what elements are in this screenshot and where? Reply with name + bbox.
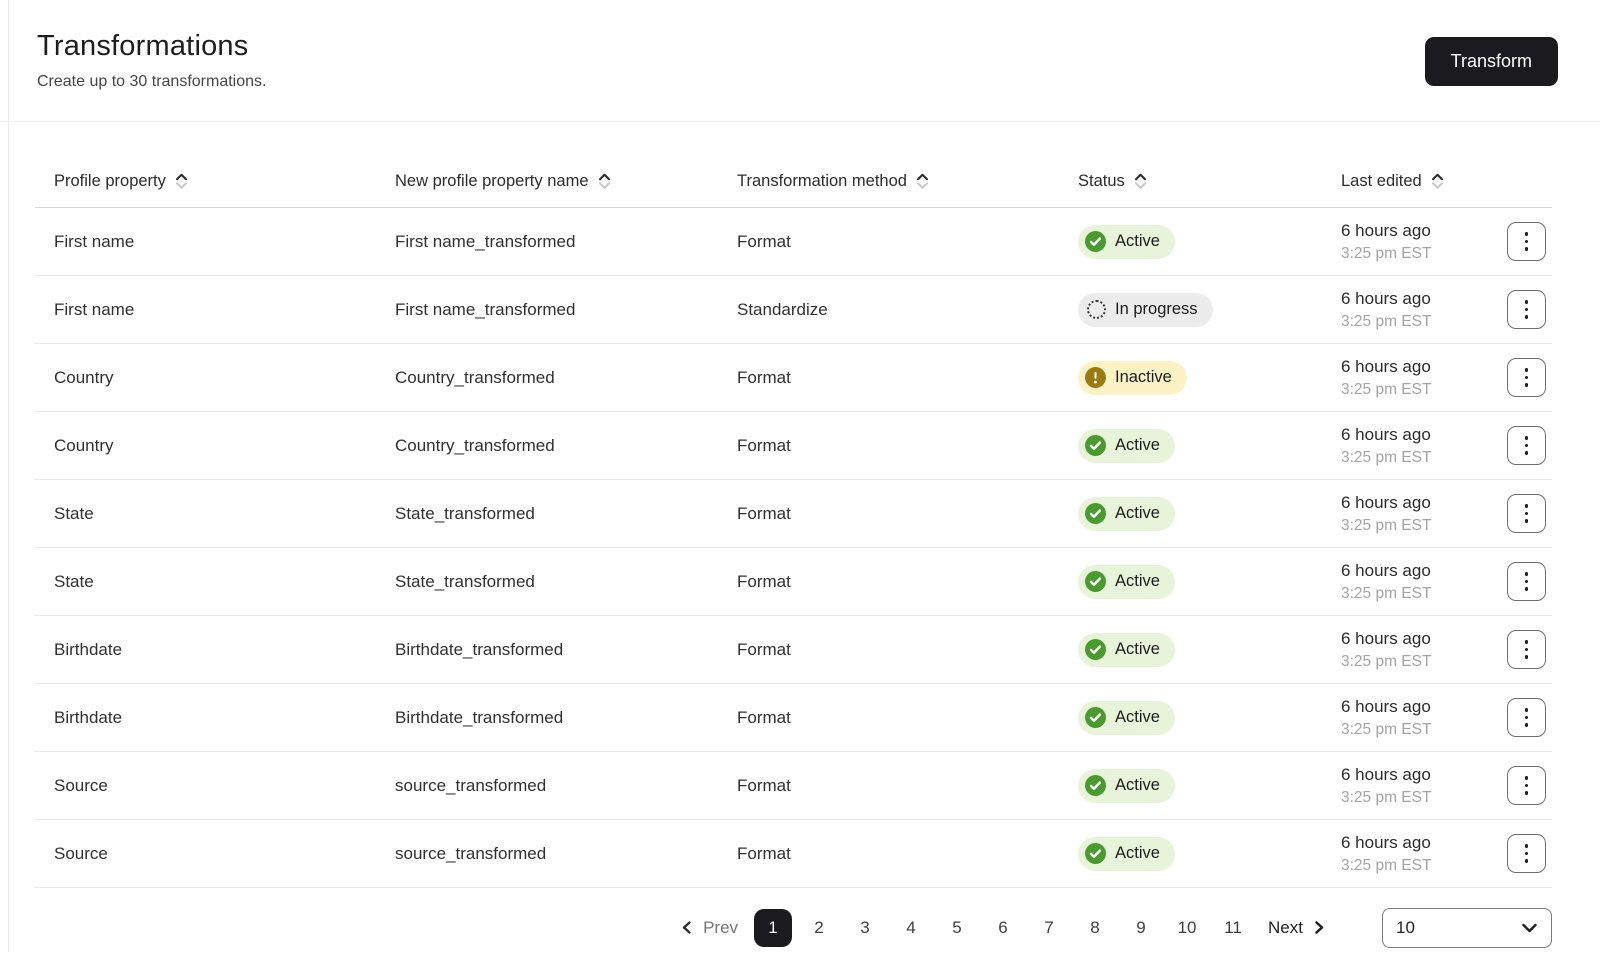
- cell-status: [1078, 633, 1305, 667]
- check-circle-icon: [1085, 843, 1106, 864]
- chevron-left-icon: [680, 920, 694, 935]
- chevron-down-icon: [1521, 922, 1538, 934]
- edited-relative: 6 hours ago: [1341, 220, 1431, 240]
- check-circle-icon: [1085, 435, 1106, 456]
- cell-status: [1078, 769, 1305, 803]
- page-size-select[interactable]: [1382, 908, 1552, 948]
- cell-method: Format: [737, 843, 791, 863]
- cell-new-property-name: source_transformed: [395, 843, 547, 863]
- status-label: Active: [1115, 232, 1160, 250]
- sort-icon[interactable]: [1133, 172, 1148, 191]
- row-actions-button[interactable]: [1507, 698, 1546, 737]
- cell-status: [1078, 837, 1305, 871]
- next-page-button[interactable]: [1260, 918, 1334, 938]
- status-badge: [1078, 225, 1175, 259]
- cell-last-edited: [1305, 357, 1480, 399]
- cell-last-edited: [1305, 493, 1480, 535]
- cell-method: Format: [737, 571, 791, 591]
- spinner-icon: [1087, 300, 1106, 319]
- sort-icon[interactable]: [174, 172, 189, 191]
- row-actions-button[interactable]: [1507, 222, 1546, 261]
- cell-new-property-name: Country_transformed: [395, 435, 555, 455]
- column-header-last-edited[interactable]: [1305, 172, 1480, 191]
- transformations-table: [35, 122, 1552, 888]
- status-label: Active: [1115, 640, 1160, 658]
- page-button-1[interactable]: 1: [754, 909, 792, 947]
- cell-profile-property: Source: [54, 843, 108, 863]
- table-row: [35, 616, 1552, 684]
- edited-time: 3:25 pm EST: [1341, 720, 1432, 738]
- column-header-profile-property[interactable]: [35, 172, 395, 191]
- row-actions-button[interactable]: [1507, 426, 1546, 465]
- cell-last-edited: [1305, 833, 1480, 875]
- sort-icon[interactable]: [1430, 172, 1445, 191]
- edited-time: 3:25 pm EST: [1341, 244, 1432, 262]
- cell-last-edited: [1305, 425, 1480, 467]
- cell-profile-property: State: [54, 503, 94, 523]
- cell-status: [1078, 701, 1305, 735]
- cell-profile-property: State: [54, 571, 94, 591]
- cell-profile-property: Source: [54, 775, 108, 795]
- page-button-3[interactable]: 3: [846, 909, 884, 947]
- status-badge: [1078, 497, 1175, 531]
- check-circle-icon: [1085, 639, 1106, 660]
- cell-method: Format: [737, 503, 791, 523]
- cell-new-property-name: Birthdate_transformed: [395, 707, 564, 727]
- table-row: [35, 548, 1552, 616]
- cell-method: Format: [737, 639, 791, 659]
- status-label: Active: [1115, 572, 1160, 590]
- page-button-2[interactable]: 2: [800, 909, 838, 947]
- cell-method: Format: [737, 435, 791, 455]
- status-label: In progress: [1115, 300, 1198, 318]
- cell-new-property-name: State_transformed: [395, 571, 535, 591]
- cell-last-edited: [1305, 289, 1480, 331]
- row-actions-button[interactable]: [1507, 290, 1546, 329]
- edited-time: 3:25 pm EST: [1341, 516, 1432, 534]
- next-label: Next: [1268, 917, 1303, 937]
- prev-label: Prev: [703, 917, 739, 937]
- sort-icon[interactable]: [915, 172, 930, 191]
- row-actions-button[interactable]: [1507, 834, 1546, 873]
- status-badge: [1078, 361, 1187, 395]
- status-label: Active: [1115, 708, 1160, 726]
- table-row: [35, 480, 1552, 548]
- page-title: Transformations: [37, 30, 249, 62]
- prev-page-button[interactable]: [672, 918, 746, 938]
- transform-button[interactable]: Transform: [1425, 37, 1558, 86]
- sort-icon[interactable]: [597, 172, 612, 191]
- edited-relative: 6 hours ago: [1341, 288, 1431, 308]
- check-circle-icon: [1085, 775, 1106, 796]
- table-row: [35, 684, 1552, 752]
- check-circle-icon: [1085, 231, 1106, 252]
- cell-last-edited: [1305, 221, 1480, 263]
- table-row: [35, 344, 1552, 412]
- edited-relative: 6 hours ago: [1341, 560, 1431, 580]
- table-header-row: [35, 122, 1552, 208]
- column-label: Last edited: [1341, 172, 1422, 190]
- cell-profile-property: Birthdate: [54, 707, 123, 727]
- column-label: Profile property: [54, 172, 166, 190]
- column-label: New profile property name: [395, 172, 589, 190]
- cell-status: [1078, 293, 1305, 327]
- row-actions-button[interactable]: [1507, 494, 1546, 533]
- cell-new-property-name: First name_transformed: [395, 231, 576, 251]
- edited-time: 3:25 pm EST: [1341, 312, 1432, 330]
- panel-left-divider: [8, 0, 9, 952]
- cell-method: Standardize: [737, 299, 828, 319]
- cell-new-property-name: First name_transformed: [395, 299, 576, 319]
- cell-profile-property: First name: [54, 299, 135, 319]
- page-button-7[interactable]: 7: [1030, 909, 1068, 947]
- cell-new-property-name: Country_transformed: [395, 367, 555, 387]
- column-header-new-property-name[interactable]: [395, 172, 737, 191]
- cell-status: [1078, 565, 1305, 599]
- column-label: Status: [1078, 172, 1125, 190]
- cell-method: Format: [737, 707, 791, 727]
- edited-relative: 6 hours ago: [1341, 356, 1431, 376]
- edited-time: 3:25 pm EST: [1341, 448, 1432, 466]
- status-label: Active: [1115, 504, 1160, 522]
- status-badge: [1078, 565, 1175, 599]
- page-button-6[interactable]: 6: [984, 909, 1022, 947]
- status-badge: [1078, 633, 1175, 667]
- cell-profile-property: First name: [54, 231, 135, 251]
- edited-relative: 6 hours ago: [1341, 764, 1431, 784]
- page-size-value: 10: [1396, 917, 1415, 937]
- edited-time: 3:25 pm EST: [1341, 584, 1432, 602]
- status-badge: [1078, 429, 1175, 463]
- cell-status: [1078, 429, 1305, 463]
- cell-last-edited: [1305, 765, 1480, 807]
- row-actions-button[interactable]: [1507, 358, 1546, 397]
- cell-new-property-name: source_transformed: [395, 775, 547, 795]
- cell-last-edited: [1305, 561, 1480, 603]
- edited-time: 3:25 pm EST: [1341, 856, 1432, 874]
- status-label: Inactive: [1115, 368, 1172, 386]
- status-badge: [1078, 837, 1175, 871]
- page-button-11[interactable]: 11: [1214, 909, 1252, 947]
- edited-relative: 6 hours ago: [1341, 424, 1431, 444]
- cell-status: [1078, 497, 1305, 531]
- cell-method: Format: [737, 231, 791, 251]
- check-circle-icon: [1085, 503, 1106, 524]
- check-circle-icon: [1085, 571, 1106, 592]
- status-badge: [1078, 293, 1213, 327]
- chevron-right-icon: [1312, 920, 1326, 935]
- edited-relative: 6 hours ago: [1341, 492, 1431, 512]
- edited-relative: 6 hours ago: [1341, 628, 1431, 648]
- table-row: [35, 276, 1552, 344]
- cell-last-edited: [1305, 697, 1480, 739]
- cell-profile-property: Birthdate: [54, 639, 123, 659]
- edited-relative: 6 hours ago: [1341, 832, 1431, 852]
- page-button-8[interactable]: 8: [1076, 909, 1114, 947]
- pagination: [35, 888, 1552, 967]
- cell-profile-property: Country: [54, 367, 114, 387]
- status-label: Active: [1115, 436, 1160, 454]
- status-badge: [1078, 701, 1175, 735]
- alert-circle-icon: [1085, 367, 1106, 388]
- edited-time: 3:25 pm EST: [1341, 652, 1432, 670]
- row-actions-button[interactable]: [1507, 630, 1546, 669]
- cell-method: Format: [737, 367, 791, 387]
- cell-method: Format: [737, 775, 791, 795]
- page-button-10[interactable]: 10: [1168, 909, 1206, 947]
- status-label: Active: [1115, 844, 1160, 862]
- edited-relative: 6 hours ago: [1341, 696, 1431, 716]
- edited-time: 3:25 pm EST: [1341, 788, 1432, 806]
- table-row: [35, 208, 1552, 276]
- status-badge: [1078, 769, 1175, 803]
- page-header: [0, 0, 1600, 122]
- page-subtitle: Create up to 30 transformations.: [37, 73, 267, 90]
- page-button-5[interactable]: 5: [938, 909, 976, 947]
- row-actions-button[interactable]: [1507, 766, 1546, 805]
- column-label: Transformation method: [737, 172, 907, 190]
- table-row: [35, 412, 1552, 480]
- cell-profile-property: Country: [54, 435, 114, 455]
- table-row: [35, 752, 1552, 820]
- table-row: [35, 820, 1552, 888]
- cell-new-property-name: State_transformed: [395, 503, 535, 523]
- status-label: Active: [1115, 776, 1160, 794]
- edited-time: 3:25 pm EST: [1341, 380, 1432, 398]
- row-actions-button[interactable]: [1507, 562, 1546, 601]
- cell-status: [1078, 361, 1305, 395]
- cell-status: [1078, 225, 1305, 259]
- page-button-4[interactable]: 4: [892, 909, 930, 947]
- cell-new-property-name: Birthdate_transformed: [395, 639, 564, 659]
- page-button-9[interactable]: 9: [1122, 909, 1160, 947]
- column-header-transformation-method[interactable]: [737, 172, 1078, 191]
- check-circle-icon: [1085, 707, 1106, 728]
- column-header-status[interactable]: [1078, 172, 1305, 191]
- cell-last-edited: [1305, 629, 1480, 671]
